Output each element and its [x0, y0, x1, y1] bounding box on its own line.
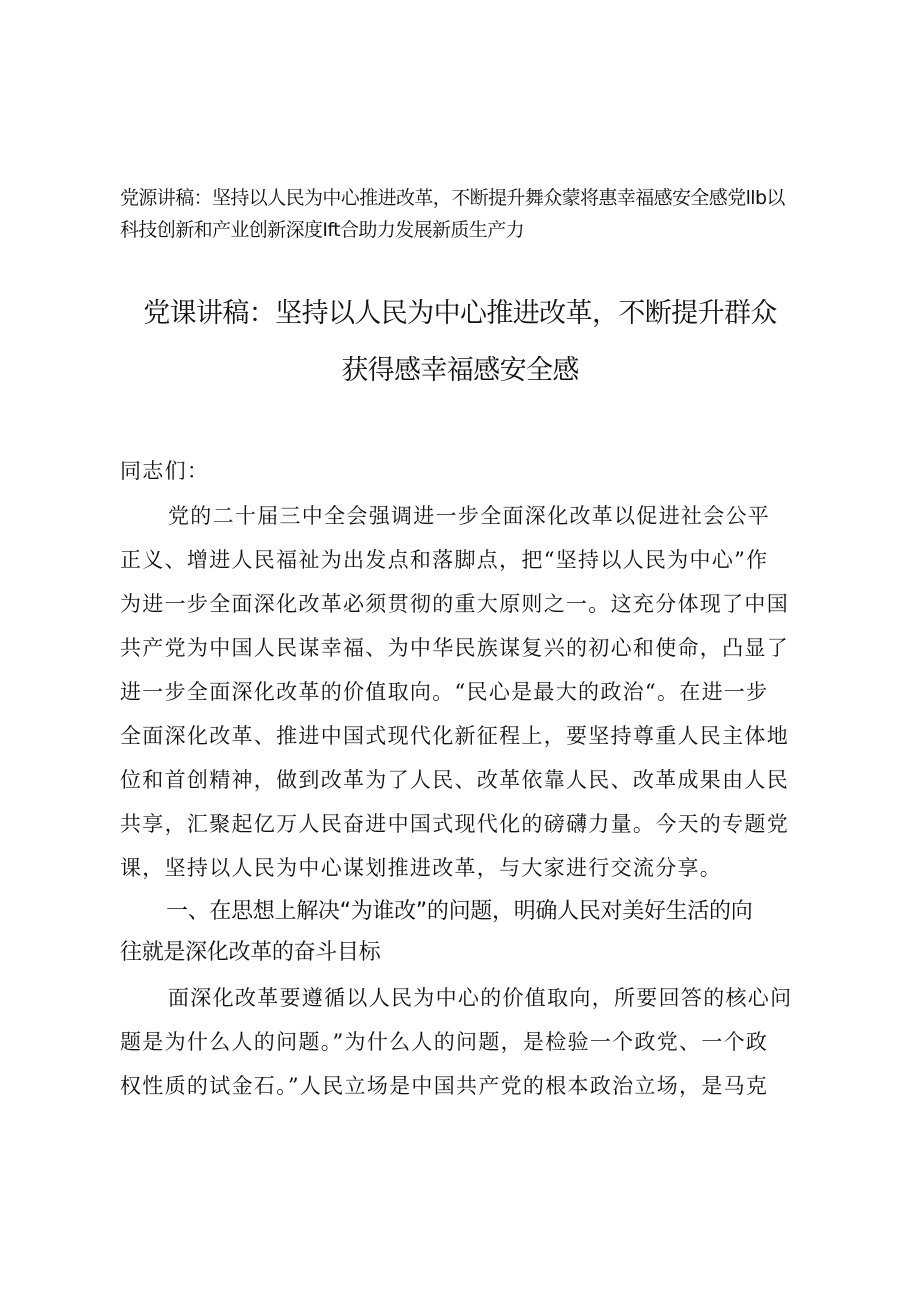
- paragraph-line: 题是为什么人的问题。”为什么人的问题，是检验一个政党、一个政: [120, 1030, 769, 1054]
- paragraph-line: 课，坚持以人民为中心谋划推进改革，与大家进行交流分享。: [120, 856, 723, 880]
- paragraph-line: 权性质的试金石。”人民立场是中国共产党的根本政治立场，是马克: [120, 1074, 769, 1098]
- paragraph-line: 位和首创精神，做到改革为了人民、改革依靠人民、改革成果由人民: [120, 768, 789, 792]
- paragraph-line: 共产党为中国人民谋幸福、为中华民族谋复兴的初心和使命，凸显了: [120, 636, 789, 660]
- section-heading-line-2: 往就是深化改革的奋斗目标: [120, 940, 381, 965]
- paragraph-line: 全面深化改革、推进中国式现代化新征程上，要坚持尊重人民主体地: [120, 724, 789, 748]
- paragraph-line: 正义、增进人民福祉为出发点和落脚点，把“坚持以人民为中心”作: [120, 548, 769, 572]
- paragraph-line: 党的二十届三中全会强调进一步全面深化改革以促进社会公平: [168, 504, 771, 528]
- paragraph-line: 共享，汇聚起亿万人民奋进中国式现代化的磅礴力量。今天的专题党: [120, 812, 789, 836]
- paragraph-line: 面深化改革要遵循以人民为中心的价值取向，所要回答的核心问: [168, 986, 793, 1010]
- document-header: [120, 182, 820, 246]
- paragraph-line: 为进一步全面深化改革必须贯彻的重大原则之一。这充分体现了中国: [120, 592, 789, 616]
- document-title-line-1: 党课讲稿：坚持以人民为中心推进改革，不断提升群众: [143, 298, 777, 329]
- greeting: 同志们：: [120, 459, 210, 483]
- document-title-line-2: 获得感幸福感安全感: [341, 355, 579, 386]
- section-heading-line-1: 一、在思想上解决“为谁改”的问题，明确人民对美好生活的向: [166, 899, 753, 924]
- header-line-1: 党源讲稿：坚持以人民为中心推进改革，不断提升舞众蒙将惠幸福感安全感党llb以: [120, 187, 785, 209]
- header-line-2: 科技创新和产业创新深度Ift合助力发展新质生产力: [120, 219, 525, 241]
- paragraph-line: 进一步全面深化改革的价值取向。“民心是最大的政治“。在进一步: [120, 680, 769, 704]
